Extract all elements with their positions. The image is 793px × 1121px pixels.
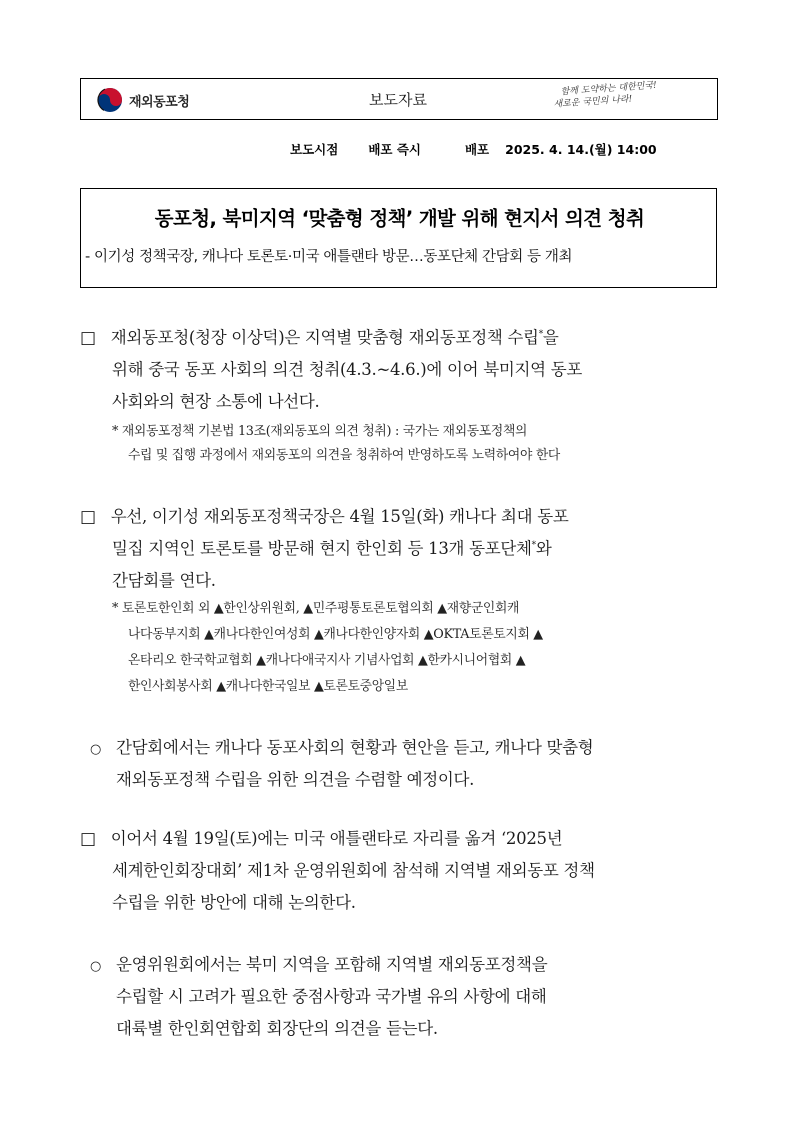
p3-line2: 재외동포정책 수립을 위한 의견을 수렴할 예정이다. bbox=[116, 770, 475, 789]
taegeuk-logo-icon bbox=[97, 87, 123, 113]
header-box bbox=[80, 78, 718, 120]
p2-text-1: 우선, 이기성 재외동포정책국장은 4월 15일(화) 캐나다 최대 동포 bbox=[110, 507, 569, 526]
release-info bbox=[290, 140, 657, 158]
p2-footnote-mark: * bbox=[531, 540, 536, 551]
p2-text-2b: 와 bbox=[535, 539, 552, 558]
p3-line1 bbox=[90, 733, 593, 765]
p4-marker: □ bbox=[80, 829, 96, 849]
p5-marker: ○ bbox=[90, 959, 102, 974]
p4-text-1: 이어서 4월 19일(토)에는 미국 애틀랜타로 자리를 옮겨 ‘2025년 bbox=[110, 829, 563, 848]
p2-line1 bbox=[80, 502, 568, 532]
p1-marker: □ bbox=[80, 328, 96, 348]
p1-note-line2: 수립 및 집행 과정에서 재외동포의 의견을 청취하여 반영하도록 노력하여야 한다 bbox=[128, 448, 560, 463]
p1-text-a: 재외동포청(청장 이상덕)은 지역별 맞춤형 재외동포정책 수립 bbox=[110, 328, 539, 347]
p2-note-line2: 나다동부지회 ▲캐나다한인여성회 ▲캐나다한인양자회 ▲OKTA토론토지회 ▲ bbox=[128, 627, 543, 642]
p4-line1 bbox=[80, 824, 562, 854]
agency-logo bbox=[97, 87, 189, 113]
p2-line2 bbox=[112, 534, 552, 564]
p2-note-line4: 한인사회봉사회 ▲캐나다한국일보 ▲토론토중앙일보 bbox=[128, 679, 408, 694]
subheadline: - 이기성 정책국장, 캐나다 토론토·미국 애틀랜타 방문…동포단체 간담회 등 개최 bbox=[85, 249, 573, 265]
doc-type-label: 보도자료 bbox=[369, 91, 427, 109]
release-label: 보도시점 bbox=[290, 142, 339, 157]
agency-name: 재외동포청 bbox=[129, 94, 190, 110]
p1-text-b: 을 bbox=[542, 328, 559, 347]
p5-line2: 수립할 시 고려가 필요한 중점사항과 국가별 유의 사항에 대해 bbox=[116, 987, 547, 1006]
p4-line2: 세계한인회장대회’ 제1차 운영위원회에 참석해 지역별 재외동포 정책 bbox=[112, 861, 595, 880]
slogan-line2: 새로운 국민의 나라! bbox=[553, 94, 633, 110]
p5-line1 bbox=[90, 950, 547, 982]
title-box bbox=[80, 188, 717, 288]
p4-line3: 수립을 위한 방안에 대해 논의한다. bbox=[112, 893, 356, 912]
p1-footnote-mark: * bbox=[538, 329, 543, 340]
p2-line3: 간담회를 연다. bbox=[112, 571, 216, 590]
p2-note-line1: * 토론토한인회 외 ▲한인상위원회, ▲민주평통토론토협의회 ▲재향군인회캐 bbox=[112, 601, 520, 616]
p5-text-1: 운영위원회에서는 북미 지역을 포함해 지역별 재외동포정책을 bbox=[116, 955, 548, 974]
headline: 동포청, 북미지역 ‘맞춤형 정책’ 개발 위해 현지서 의견 청취 bbox=[154, 207, 645, 230]
p1-line3: 사회와의 현장 소통에 나선다. bbox=[112, 392, 320, 411]
p3-marker: ○ bbox=[90, 742, 102, 757]
p1-line1 bbox=[80, 323, 559, 353]
p2-text-2a: 밀집 지역인 토론토를 방문해 현지 한인회 등 13개 동포단체 bbox=[112, 539, 532, 558]
p2-note-line3: 온타리오 한국학교협회 ▲캐나다애국지사 기념사업회 ▲한카시니어협회 ▲ bbox=[128, 653, 526, 668]
slogan bbox=[553, 80, 658, 111]
p1-note-line1: * 재외동포정책 기본법 13조(재외동포의 의견 청취) : 국가는 재외동포정책의 bbox=[112, 424, 528, 439]
release-date: 2025. 4. 14.(월) 14:00 bbox=[505, 142, 657, 157]
release-timing: 배포 즉시 bbox=[368, 142, 421, 157]
p2-marker: □ bbox=[80, 507, 96, 527]
p3-text-1: 간담회에서는 캐나다 동포사회의 현황과 현안을 듣고, 캐나다 맞춤형 bbox=[116, 738, 594, 757]
distribution-label: 배포 bbox=[464, 142, 490, 157]
slogan-line1: 함께 도약하는 대한민국! bbox=[560, 80, 658, 98]
p1-line2: 위해 중국 동포 사회의 의견 청취(4.3.~4.6.)에 이어 북미지역 동포 bbox=[112, 360, 582, 379]
p5-line3: 대륙별 한인회연합회 회장단의 의견을 듣는다. bbox=[116, 1019, 438, 1038]
